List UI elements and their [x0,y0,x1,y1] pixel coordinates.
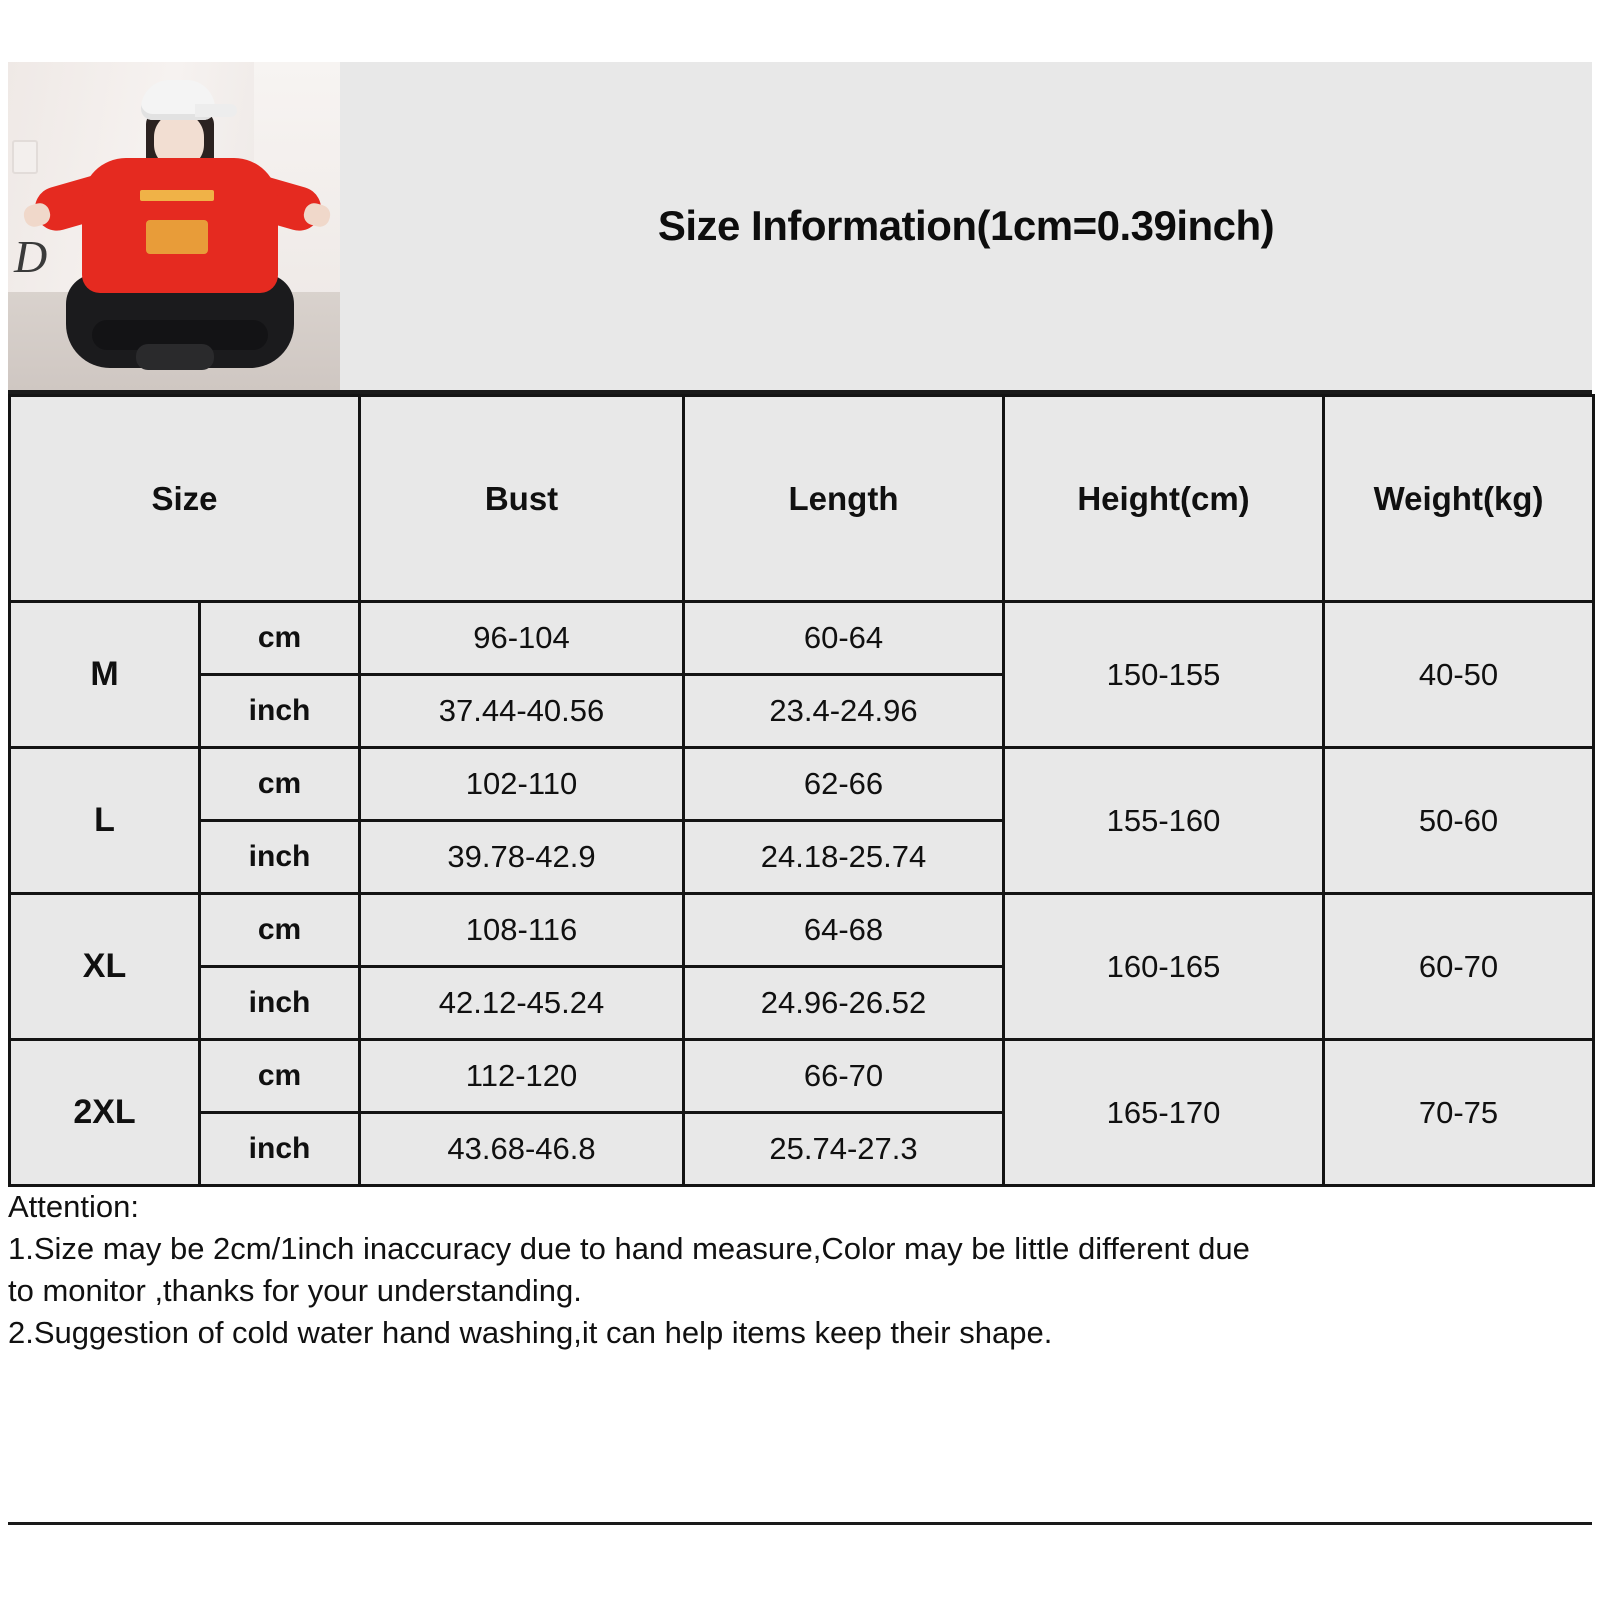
cell-weight-2xl: 70-75 [1324,1040,1594,1186]
cell-height-xl: 160-165 [1004,894,1324,1040]
product-photo [8,62,340,390]
cell-length-xl-inch: 24.96-26.52 [684,967,1004,1040]
cell-length-xl-cm: 64-68 [684,894,1004,967]
attention-line-2: to monitor ,thanks for your understanding. [8,1272,582,1308]
column-header-height: Height(cm) [1004,396,1324,602]
cell-unit-l-inch: inch [200,821,360,894]
cell-unit-m-inch: inch [200,675,360,748]
cell-bust-m-cm: 96-104 [360,602,684,675]
cell-length-2xl-cm: 66-70 [684,1040,1004,1113]
attention-line-1: 1.Size may be 2cm/1inch inaccuracy due to hand measure,Color may be little different due [8,1230,1250,1266]
table-row [10,1040,1594,1113]
header-band [8,62,1592,394]
attention-line-3: 2.Suggestion of cold water hand washing,it can help items keep their shape. [8,1314,1053,1350]
photo-wall-letter: D [14,231,48,282]
photo-hoodie-print-graphic [146,220,208,254]
photo-wall-outlet [12,140,38,174]
cell-bust-xl-cm: 108-116 [360,894,684,967]
cell-height-2xl: 165-170 [1004,1040,1324,1186]
cell-length-l-inch: 24.18-25.74 [684,821,1004,894]
column-header-bust: Bust [360,396,684,602]
table-row [10,602,1594,675]
table-row [10,748,1594,821]
title-cell [340,62,1592,390]
cell-bust-xl-inch: 42.12-45.24 [360,967,684,1040]
cell-bust-l-inch: 39.78-42.9 [360,821,684,894]
cell-unit-xl-cm: cm [200,894,360,967]
photo-model-cap [141,80,215,120]
column-header-length: Length [684,396,1004,602]
photo-hoodie-print-top [140,190,214,201]
cell-unit-l-cm: cm [200,748,360,821]
column-header-size: Size [10,396,360,602]
cell-unit-2xl-inch: inch [200,1113,360,1186]
size-table [8,394,1595,1187]
cell-bust-m-inch: 37.44-40.56 [360,675,684,748]
cell-bust-2xl-inch: 43.68-46.8 [360,1113,684,1186]
cell-weight-l: 50-60 [1324,748,1594,894]
column-header-weight: Weight(kg) [1324,396,1594,602]
table-header-row [10,396,1594,602]
cell-size-l: L [10,748,200,894]
attention-block [8,1186,1592,1353]
page-title: Size Information(1cm=0.39inch) [657,202,1275,249]
cell-height-m: 150-155 [1004,602,1324,748]
attention-heading: Attention: [8,1189,139,1224]
cell-bust-2xl-cm: 112-120 [360,1040,684,1113]
cell-length-2xl-inch: 25.74-27.3 [684,1113,1004,1186]
cell-size-2xl: 2XL [10,1040,200,1186]
cell-bust-l-cm: 102-110 [360,748,684,821]
cell-weight-xl: 60-70 [1324,894,1594,1040]
cell-length-l-cm: 62-66 [684,748,1004,821]
bottom-divider [8,1522,1592,1525]
cell-length-m-cm: 60-64 [684,602,1004,675]
photo-model-shoe [136,344,214,370]
cell-height-l: 155-160 [1004,748,1324,894]
cell-size-xl: XL [10,894,200,1040]
cell-unit-2xl-cm: cm [200,1040,360,1113]
cell-weight-m: 40-50 [1324,602,1594,748]
table-row [10,894,1594,967]
cell-unit-xl-inch: inch [200,967,360,1040]
cell-unit-m-cm: cm [200,602,360,675]
cell-length-m-inch: 23.4-24.96 [684,675,1004,748]
cell-size-m: M [10,602,200,748]
